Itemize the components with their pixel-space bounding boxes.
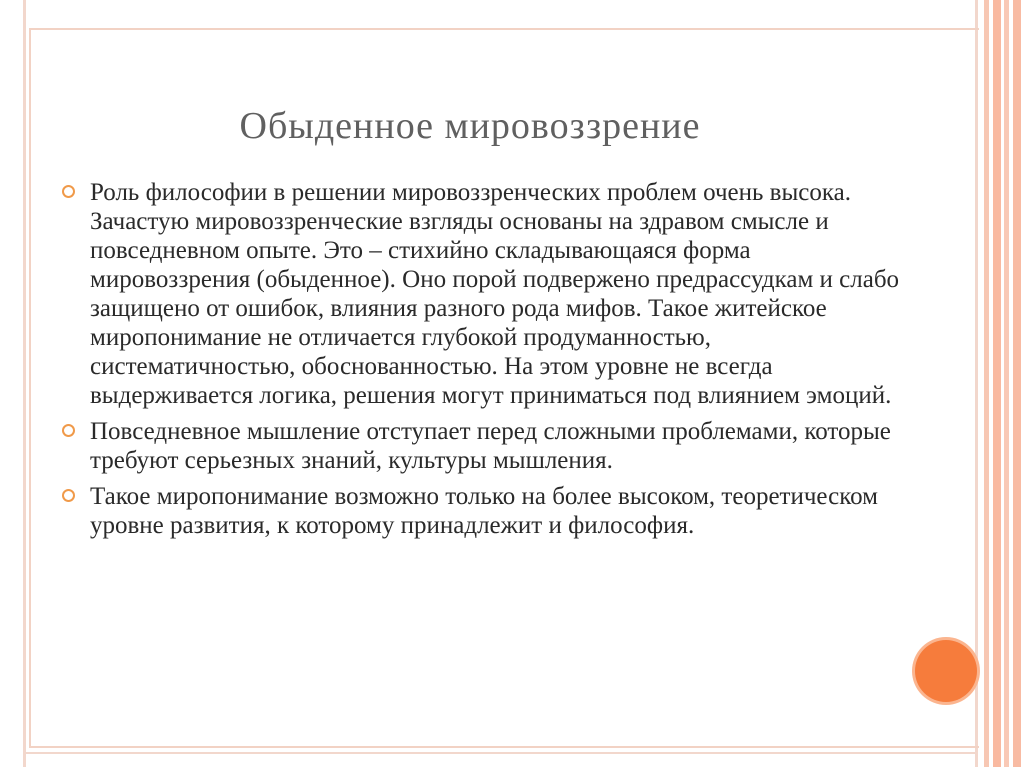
bullet-text: Такое миропонимание возможно только на более высоком, теоретическом уровне развития, к которому принадлежит и философия.	[90, 483, 878, 539]
slide-title: Обыденное мировоззрение	[239, 105, 701, 147]
decorative-stripe	[984, 0, 989, 767]
bullet-icon	[62, 489, 75, 502]
bullet-item	[62, 417, 902, 475]
bullet-item	[62, 178, 902, 410]
decorative-stripe	[1013, 0, 1021, 767]
bullet-text: Роль философии в решении мировоззренческих проблем очень высока. Зачастую мировоззренческие взгляды основаны на здравом смысле и повседневном опыте. Это – стихийно складывающаяся форма мировоззрения (обыденное). Оно порой подвержено предрассудкам и слабо защищено от ошибок, влияния разного рода мифов. Такое житейское миропонимание не отличается глубокой продуманностью, систематичностью, обоснованностью. На этом уровне не всегда выдерживается логика, решения могут приниматься под влиянием эмоций.	[90, 179, 900, 409]
slide-frame-bottom	[23, 752, 978, 754]
bullet-item	[62, 482, 902, 540]
bullet-list	[62, 178, 902, 547]
orange-circle-decoration	[915, 640, 977, 702]
decorative-stripe	[993, 0, 1001, 767]
bullet-text: Повседневное мышление отступает перед сложными проблемами, которые требуют серьезных знаний, культуры мышления.	[90, 418, 891, 474]
bullet-icon	[62, 185, 75, 198]
bullet-icon	[62, 424, 75, 437]
decorative-stripe	[1004, 0, 1009, 767]
